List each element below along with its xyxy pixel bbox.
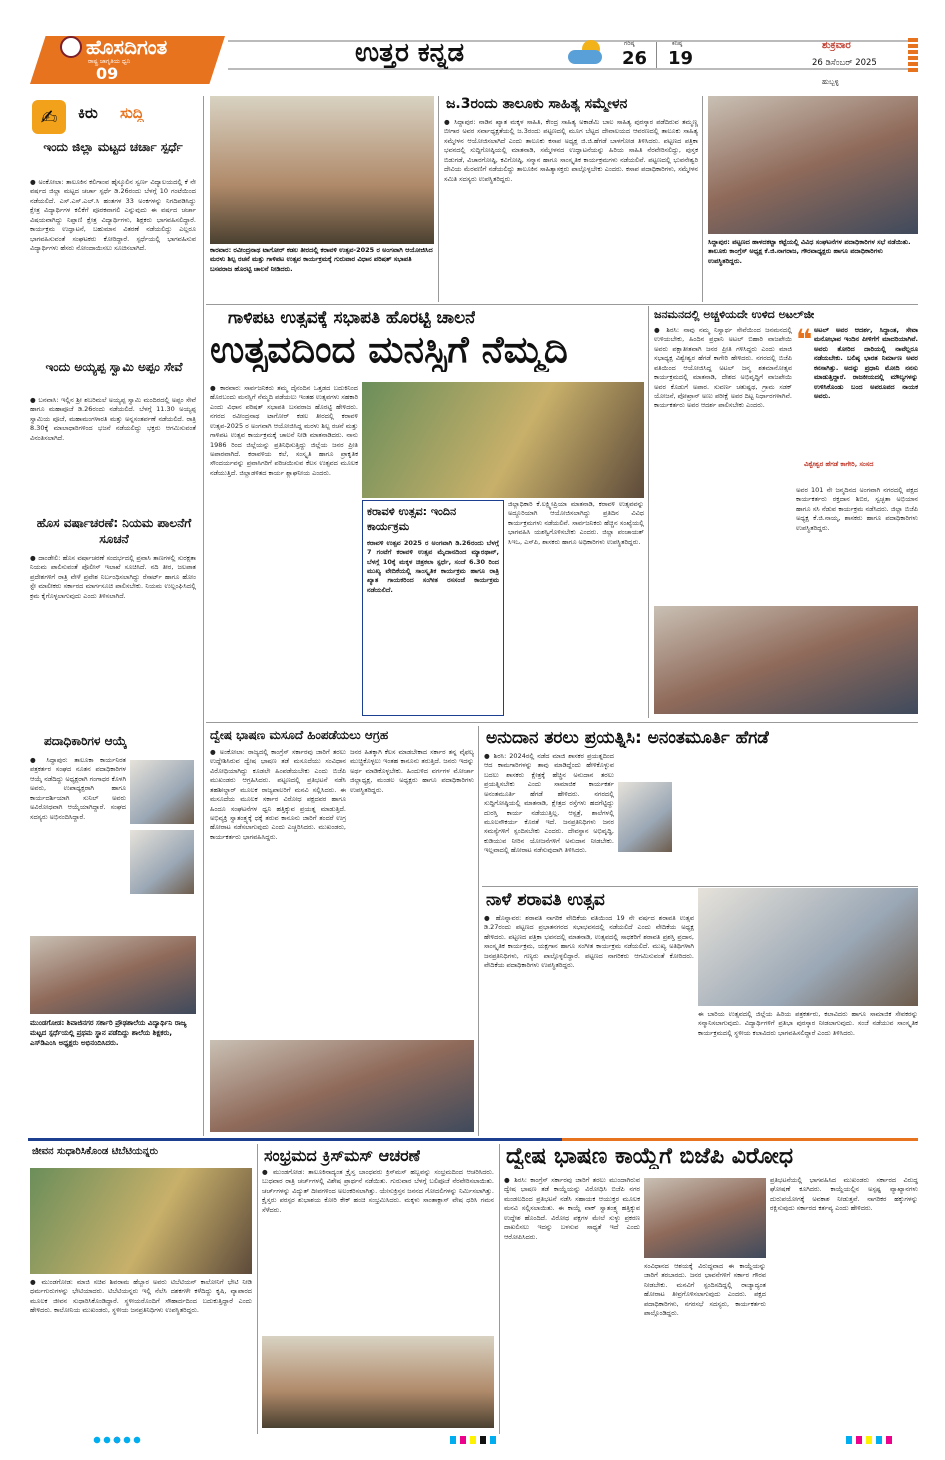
kiru-s2-title: ಇಂದು ಅಯ್ಯಪ್ಪ ಸ್ವಾಮಿ ಅಪ್ಪಂ ಸೇವೆ [45,360,183,374]
atal-body: ● ಶಿರಸಿ: ನಾವು ನಮ್ಮ ನಿಸ್ವಾರ್ಥ ಸೇವೆಯಿಂದ ಜನಮನದಲ್ಲಿ ಉಳಿಯಬೇಕು, ಹಿಂದಿನ ಪ್ರಧಾನಿ ಅಟಲ್ ಬಿಹಾರಿ ವಾಜಪೇಯಿ ಅವರು ಪಕ್ಷಾತೀತವಾಗಿ ಜನರ ಪ್ರೀತಿ ಗಳಿಸಿದ್ದರು ಎಂದು ಮಾಜಿ ಸಭಾಧ್ಯಕ್ಷ ವಿಶ್ವೇಶ್ವರ ಹೆಗಡೆ ಕಾಗೇರಿ ಹೇಳಿದರು. ನಗರದಲ್ಲಿ ಬಿಜೆಪಿ ವತಿಯಿಂದ ಆಯೋಜಿಸಿದ್ದ ಅಟಲ್ ಜನ್ಮ ಶತಮಾನೋತ್ಸವ ಕಾರ್ಯಕ್ರಮದಲ್ಲಿ ಮಾತನಾಡಿ, ದೇಶದ ಅಭಿವೃದ್ಧಿಗೆ ವಾಜಪೇಯಿ ಅವರ ಕೊಡುಗೆ ಅಪಾರ. ಸುವರ್ಣ ಚತುಷ್ಪಥ, ಗ್ರಾಮ ಸಡಕ್ ಯೋಜನೆ, ಪೋಖ್ರಾನ್ ಅಣು ಪರೀಕ್ಷೆ ಅವರ ದಿಟ್ಟ ನಿರ್ಧಾರಗಳಾಗಿವೆ. ಕಾರ್ಯಕರ್ತರು ಅವರ ಆದರ್ಶ ಪಾಲಿಸಬೇಕು ಎಂದರು. [654,326,792,410]
brand-tagline: ರಾಷ್ಟ್ರ ಜಾಗೃತಿಯ ಧ್ವನಿ [88,58,131,65]
temp-min-value: 19 [668,48,694,69]
anantamurthy-photo [618,782,672,852]
section-rule [28,1138,918,1141]
kiru-title-b: ಸುದ್ದಿ [120,104,144,122]
brand-name: ಹೊಸದಿಗಂತ [86,35,168,59]
sharavati-title: ನಾಳೆ ಶರಾವತಿ ಉತ್ಸವ [486,890,605,910]
column-rule-7 [499,1144,500,1434]
registration-marks-left [92,1436,142,1444]
column-rule-4 [648,306,649,718]
issue-city: ಹುಬ್ಬಳ್ಳಿ [822,78,839,86]
tibet-title: ಜೀವನ ಸುಧಾರಿಸಿಕೊಂಡ ಟಿಬೆಟಿಯನ್ನರು [32,1146,159,1157]
column-rule-5 [478,726,479,1136]
registration-marks-mid [450,1436,500,1444]
kiru-s4-body: ● ಸಿದ್ದಾಪುರ: ತಾಲೂಕಾ ಕಾರ್ಯನಿರತ ಪತ್ರಕರ್ತರ ಸಂಘದ ನೂತನ ಪದಾಧಿಕಾರಿಗಳ ಆಯ್ಕೆ ನಡೆದಿದ್ದು ಅಧ್ಯಕ್ಷರಾಗಿ ಗಂಗಾಧರ ಕೊಳಗಿ ಅವರು, ಉಪಾಧ್ಯಕ್ಷರಾಗಿ ಹಾಗೂ ಕಾರ್ಯದರ್ಶಿಯಾಗಿ ಸುನಿಲ್ ಅವರು ಅವಿರೋಧವಾಗಿ ಆಯ್ಕೆಯಾಗಿದ್ದಾರೆ. ಸಂಘದ ಸದಸ್ಯರು ಅಭಿನಂದಿಸಿದ್ದಾರೆ. [30,756,126,821]
logo-emblem-icon [60,36,82,58]
sand-sculpture-photo [210,96,434,244]
temp-max-value: 26 [622,48,648,69]
weather-icon [566,40,610,68]
atal-title: ಜನಮನದಲ್ಲಿ ಅಚ್ಚಳಿಯದೇ ಉಳಿದ ಅಟಲ್‌ಜೀ [654,308,815,321]
xmas-crib-photo [262,1336,494,1428]
registration-marks-right [846,1436,896,1444]
kiru-s3-title: ಹೊಸ ವರ್ಷಾಚರಣೆ: ನಿಯಮ ಪಾಲನೆಗೆ ಸೂಚನೆ [36,516,192,546]
kite-festival-photo [362,382,644,498]
siddapur-meeting-caption: ಸಿದ್ದಾಪುರ: ಪಟ್ಟಣದ ಹಾಳದಕಟ್ಟಾ ಕಟ್ಟೆಯಲ್ಲಿ ವಿವಿಧ ಸಂಘಟನೆಗಳ ಪದಾಧಿಕಾರಿಗಳ ಸಭೆ ನಡೆಯಿತು. ತಾಲೂಕು ಕಾಂಗ್ರೆಸ್ ಅಧ್ಯಕ್ಷ ಕೆ.ಜಿ.ನಾಗರಾಜ, ಗೌರವಾಧ್ಯಕ್ಷರು ಹಾಗೂ ಪದಾಧಿಕಾರಿಗಳು ಉಪಸ್ಥಿತರಿದ್ದರು. [708,238,911,265]
atal-body2: ಅವರ 101 ನೇ ಜನ್ಮದಿನದ ಅಂಗವಾಗಿ ನಗರದಲ್ಲಿ ಪಕ್ಷದ ಕಾರ್ಯಕರ್ತರು ರಕ್ತದಾನ ಶಿಬಿರ, ಸ್ವಚ್ಛತಾ ಅಭಿಯಾನ ಹಾಗೂ ಸಸಿ ನೆಡುವ ಕಾರ್ಯಕ್ರಮ ನಡೆಸಿದರು. ಜಿಲ್ಲಾ ಬಿಜೆಪಿ ಅಧ್ಯಕ್ಷ ಕೆ.ಜಿ.ನಾಯ್ಕ, ಶಾಸಕರು ಹಾಗೂ ಪದಾಧಿಕಾರಿಗಳು ಉಪಸ್ಥಿತರಿದ್ದರು. [796,486,918,532]
anudana-title: ಅನುದಾನ ತರಲು ಪ್ರಯತ್ನಿಸಿ: ಅನಂತಮೂರ್ತಿ ಹೆಗಡೆ [486,728,769,748]
kiru-s2-body: ● ಬನವಾಸಿ: ಇಲ್ಲಿನ ಶ್ರೀ ಶಬರಿಮಲೆ ಅಯ್ಯಪ್ಪ ಸ್ವಾಮಿ ಮಂದಿರದಲ್ಲಿ ಅಪ್ಪಂ ಸೇವೆ ಹಾಗೂ ಮಹಾಪೂಜೆ ಡಿ.26ರಂದು ನಡೆಯಲಿದೆ. ಬೆಳಗ್ಗೆ 11.30 ಅಯ್ಯಪ್ಪ ಸ್ವಾಮಿಯ ಪೂಜೆ, ಮಹಾಮಂಗಳಾರತಿ ಮತ್ತು ಅನ್ನಸಂತರ್ಪಣೆ ನಡೆಯಲಿದೆ. ರಾತ್ರಿ 8.30ಕ್ಕೆ ಮಾಲಾಧಾರಿಗಳಿಂದ ಭಜನೆ ನಡೆಯಲಿದ್ದು ಭಕ್ತರು ಆಗಮಿಸುವಂತೆ ವಿನಂತಿಸಲಾಗಿದೆ. [30,396,196,442]
atal-quote: ಅಟಲ್ ಅವರ ಆದರ್ಶ, ಸಿದ್ಧಾಂತ, ಸೇವಾ ಮನೋಭಾವ ಇಂದಿನ ಪೀಳಿಗೆಗೆ ಮಾದರಿಯಾಗಿವೆ. ಅವರು ತೋರಿದ ದಾರಿಯಲ್ಲಿ ನಾವೆಲ್ಲರೂ ನಡೆಯಬೇಕು. ಬಲಿಷ್ಠ ಭಾರತ ನಿರ್ಮಾಣ ಅವರ ಕನಸಾಗಿತ್ತು. ಅದನ್ನು ಪ್ರಧಾನಿ ಮೋದಿ ನನಸು ಮಾಡುತ್ತಿದ್ದಾರೆ. ರಾಜಕೀಯದಲ್ಲಿ ಮೌಲ್ಯಗಳನ್ನು ಉಳಿಸಿಕೊಂಡು ಬಂದ ಅಪರೂಪದ ನಾಯಕ ಅವರು. [814,326,918,400]
column-rule-2 [438,96,439,302]
atal-event-photo [654,606,918,714]
bjp-title: ದ್ವೇಷ ಭಾಷಣ ಕಾಯ್ದೆಗೆ ಬಿಜೆಪಿ ವಿರೋಧ [506,1144,794,1169]
sammelana-body: ● ಸಿದ್ದಾಪುರ: ನಾಡಿನ ಖ್ಯಾತ ಮಕ್ಕಳ ಸಾಹಿತಿ, ಕೇಂದ್ರ ಸಾಹಿತ್ಯ ಅಕಾಡೆಮಿ ಬಾಲ ಸಾಹಿತ್ಯ ಪುರಸ್ಕಾರ ಪಡೆದಿರುವ ತಮ್ಮಣ್ಣ ಬೀಗಾರ ಅವರ ಸರ್ವಾಧ್ಯಕ್ಷತೆಯಲ್ಲಿ ಜ.3ರಂದು ಪಟ್ಟಣದಲ್ಲಿ ಮೂಗ ಬೆಟ್ಟದ ದೇವಾಲಯದ ಆವರಣದಲ್ಲಿ ತಾಲೂಕು ಸಾಹಿತ್ಯ ಸಮ್ಮೇಳನ ಆಯೋಜಿಸಲಾಗಿದೆ ಎಂದು ತಾಲೂಕು ಕಸಾಪ ಅಧ್ಯಕ್ಷ ಜಿ.ಜಿ.ಹೆಗಡೆ ಬಾಳಗೋಡ ತಿಳಿಸಿದರು. ಪಟ್ಟಣದ ಪತ್ರಿಕಾ ಭವನದಲ್ಲಿ ಸುದ್ದಿಗೋಷ್ಠಿಯಲ್ಲಿ ಮಾತನಾಡಿ, ಸಮ್ಮೇಳನದ ಉದ್ಘಾಟನೆಯನ್ನು ಹಿರಿಯ ಸಾಹಿತಿ ನೆರವೇರಿಸಲಿದ್ದು, ಪುಸ್ತಕ ಬಿಡುಗಡೆ, ವಿಚಾರಗೋಷ್ಠಿ, ಕವಿಗೋಷ್ಠಿ, ಸನ್ಮಾನ ಹಾಗೂ ಸಾಂಸ್ಕೃತಿಕ ಕಾರ್ಯಕ್ರಮಗಳು ನಡೆಯಲಿವೆ. ಪಟ್ಟಣದಲ್ಲಿ ಭುವನೇಶ್ವರಿ ದೇವಿಯ ಮೆರವಣಿಗೆ ನಡೆಯಲಿದ್ದು ತಾಲೂಕಿನ ಸಾಹಿತ್ಯಾಸಕ್ತರು ಪಾಲ್ಗೊಳ್ಳಬೇಕು ಎಂದರು. ಕಸಾಪ ಪದಾಧಿಕಾರಿಗಳು, ಸಮ್ಮೇಳನ ಸಮಿತಿ ಸದಸ್ಯರು ಉಪಸ್ಥಿತರಿದ್ದರು. [444,118,698,183]
section-title: ಉತ್ತರ ಕನ್ನಡ [355,38,465,68]
page-number: 09 [96,64,119,83]
kiru-header [28,98,198,136]
program-box-title: ಕರಾವಳಿ ಉತ್ಸವ: ಇಂದಿನ ಕಾರ್ಯಕ್ರಮ [367,505,457,533]
kiru-s5-caption: ಮುಂಡಗೋಡ: ಶಿವಾಜಿನಗರ ಸರ್ಕಾರಿ ಪ್ರೌಢಶಾಲೆಯ ವಿದ್ಯಾರ್ಥಿನಿ ರಾಜ್ಯ ಮಟ್ಟದ ಸ್ಪರ್ಧೆಯಲ್ಲಿ ಪ್ರಥಮ ಸ್ಥಾನ ಪಡೆದಿದ್ದು ಶಾಲೆಯ ಶಿಕ್ಷಕರು, ಎಸ್‌ಡಿಎಂಸಿ ಅಧ್ಯಕ್ಷರು ಅಭಿನಂದಿಸಿದರು. [30,1019,187,1048]
column-rule-3 [702,96,703,302]
bjp-body2: ಸಂವಿಧಾನದ ಆಶಯಕ್ಕೆ ವಿರುದ್ಧವಾದ ಈ ಕಾಯ್ದೆಯನ್ನು ಜಾರಿಗೆ ತರಬಾರದು. ಜನರ ಭಾವನೆಗಳಿಗೆ ಸರ್ಕಾರ ಗೌರವ ನೀಡಬೇಕು. ಮನವಿಗೆ ಸ್ಪಂದಿಸದಿದ್ದಲ್ಲಿ ರಾಜ್ಯಾದ್ಯಂತ ಹೋರಾಟ ತೀವ್ರಗೊಳಿಸಲಾಗುವುದು ಎಂದರು. ಪಕ್ಷದ ಪದಾಧಿಕಾರಿಗಳು, ನಗರಸಭೆ ಸದಸ್ಯರು, ಕಾರ್ಯಕರ್ತರು ಪಾಲ್ಗೊಂಡಿದ್ದರು. [644,1262,766,1318]
kiru-s3-body: ● ದಾಂಡೇಲಿ: ಹೊಸ ವರ್ಷಾಚರಣೆ ಸಂದರ್ಭದಲ್ಲಿ ಪ್ರವಾಸಿ ತಾಣಗಳಲ್ಲಿ ಸುರಕ್ಷತಾ ನಿಯಮ ಪಾಲಿಸುವಂತೆ ಪೊಲೀಸ್ ಇಲಾಖೆ ಸೂಚಿಸಿದೆ. ನದಿ ತೀರ, ಜಲಪಾತ ಪ್ರದೇಶಗಳಿಗೆ ರಾತ್ರಿ ವೇಳೆ ಪ್ರವೇಶ ನಿರ್ಬಂಧಿಸಲಾಗಿದ್ದು ರೆಸಾರ್ಟ್ ಹಾಗೂ ಹೋಂ ಸ್ಟೇ ಮಾಲೀಕರು ಸರ್ಕಾರದ ಮಾರ್ಗಸೂಚಿ ಪಾಲಿಸಬೇಕು. ನಿಯಮ ಉಲ್ಲಂಘಿಸಿದಲ್ಲಿ ಕ್ರಮ ಕೈಗೊಳ್ಳಲಾಗುವುದು ಎಂದು ತಿಳಿಸಲಾಗಿದೆ. [30,554,196,600]
sammelana-title: ಜ.3ರಂದು ತಾಲೂಕು ಸಾಹಿತ್ಯ ಸಮ್ಮೇಳನ [446,96,628,112]
xmas-body: ● ಮುಂಡಗೋಡ: ತಾಲೂಕಿನಾದ್ಯಂತ ಕ್ರೈಸ್ತ ಬಾಂಧವರು ಕ್ರಿಸ್‌ಮಸ್ ಹಬ್ಬವನ್ನು ಸಂಭ್ರಮದಿಂದ ಆಚರಿಸಿದರು. ಬುಧವಾರ ರಾತ್ರಿ ಚರ್ಚ್‌ಗಳಲ್ಲಿ ವಿಶೇಷ ಪ್ರಾರ್ಥನೆ ನಡೆಯಿತು. ಗುರುವಾರ ಬೆಳಗ್ಗೆ ಬಲಿಪೂಜೆ ನೆರವೇರಿಸಲಾಯಿತು. ಚರ್ಚ್‌ಗಳನ್ನು ವಿದ್ಯುತ್ ದೀಪಗಳಿಂದ ಅಲಂಕರಿಸಲಾಗಿತ್ತು. ಯೇಸುಕ್ರಿಸ್ತನ ಜನನದ ಗೋದಲಿಗಳನ್ನು ನಿರ್ಮಿಸಲಾಗಿತ್ತು. ಕ್ರೈಸ್ತರು ಪರಸ್ಪರ ಶುಭಾಶಯ ಕೋರಿ ಕೇಕ್ ಹಂಚಿ ಸಂಭ್ರಮಿಸಿದರು. ಮಕ್ಕಳು ಸಾಂತಾಕ್ಲಾಸ್ ವೇಷ ಧರಿಸಿ ಗಮನ ಸೆಳೆದರು. [262,1168,494,1214]
sand-sculpture-caption: ಕಾರವಾರ: ರವೀಂದ್ರನಾಥ ಟಾಗೋರ್ ಕಡಲ ತೀರದಲ್ಲಿ ಕರಾವಳಿ ಉತ್ಸವ-2025 ರ ಅಂಗವಾಗಿ ಆಯೋಜಿಸಿದ ಮರಳು ಶಿಲ್ಪ ರಚನೆ ಮತ್ತು ಗಾಳಿಪಟ ಉತ್ಸವ ಕಾರ್ಯಕ್ರಮಕ್ಕೆ ಗುರುವಾರ ವಿಧಾನ ಪರಿಷತ್ ಸಭಾಪತಿ ಬಸವರಾಜ ಹೊರಟ್ಟಿ ಚಾಲನೆ ನೀಡಿದರು. [210,246,433,273]
quote-box [796,323,918,482]
masthead-stripe [908,38,918,72]
temp-min-label: ಕನಿಷ್ಠ [672,40,683,47]
sharavati-body2: ಈ ಬಾರಿಯ ಉತ್ಸವದಲ್ಲಿ ಜಿಲ್ಲೆಯ ಹಿರಿಯ ಪತ್ರಕರ್ತರು, ಕಲಾವಿದರು ಹಾಗೂ ಸಾಮಾಜಿಕ ಸೇವಕರನ್ನು ಸನ್ಮಾನಿಸಲಾಗುವುದು. ವಿದ್ಯಾರ್ಥಿಗಳಿಗೆ ಪ್ರತಿಭಾ ಪುರಸ್ಕಾರ ನೀಡಲಾಗುವುದು. ಸಂಜೆ ನಡೆಯುವ ಸಾಂಸ್ಕೃತಿಕ ಕಾರ್ಯಕ್ರಮದಲ್ಲಿ ಸ್ಥಳೀಯ ಕಲಾವಿದರು ಭಾಗವಹಿಸಲಿದ್ದಾರೆ ಎಂದು ತಿಳಿಸಿದರು. [698,1010,918,1037]
kiru-s4-title: ಪದಾಧಿಕಾರಿಗಳ ಆಯ್ಕೆ [44,734,127,748]
row-rule-1 [206,304,918,305]
atal-quote-by: ವಿಶ್ವೇಶ್ವರ ಹೆಗಡೆ ಕಾಗೇರಿ, ಸಂಸದ [804,460,874,468]
main-body-c: ಜಿಲ್ಲಾಧಿಕಾರಿ ಕೆ.ಲಕ್ಷ್ಮೀಪ್ರಿಯಾ ಮಾತನಾಡಿ, ಕರಾವಳಿ ಉತ್ಸವವನ್ನು ಅದ್ದೂರಿಯಾಗಿ ಆಯೋಜಿಸಲಾಗಿದ್ದು ಪ್ರತಿದಿನ ವಿವಿಧ ಕಾರ್ಯಕ್ರಮಗಳು ನಡೆಯಲಿವೆ. ಸಾರ್ವಜನಿಕರು ಹೆಚ್ಚಿನ ಸಂಖ್ಯೆಯಲ್ಲಿ ಭಾಗವಹಿಸಿ ಯಶಸ್ವಿಗೊಳಿಸಬೇಕು ಎಂದರು. ಜಿಲ್ಲಾ ಪಂಚಾಯತ್ ಸಿಇಒ, ಎಸ್‌ಪಿ, ಶಾಸಕರು ಹಾಗೂ ಅಧಿಕಾರಿಗಳು ಉಪಸ್ಥಿತರಿದ್ದರು. [508,500,644,546]
kiru-title-a: ಕಿರು [78,104,98,122]
issue-date: 26 ಡಿಸೆಂಬರ್ 2025 [812,58,877,68]
row-rule-2 [206,722,918,723]
sharavati-press-photo [698,888,918,1006]
masthead [0,0,945,92]
bjp-protest-photo [644,1178,766,1258]
kiru-s1-body: ● ಅಂಕೋಲಾ: ತಾಲೂಕಿನ ಕಲಿಗಾಂವ ಹೈಸ್ಕೂಲಿನ ಸ್ವರ್ಣ ವಿದ್ಯಾಲಯದಲ್ಲಿ ಕೆ ನೇ ವರ್ಷದ ಜಿಲ್ಲಾ ಮಟ್ಟದ ಚರ್ಚಾ ಸ್ಪರ್ಧೆ ಡಿ.26ರಂದು ಬೆಳಗ್ಗೆ 10 ಗಂಟೆಯಿಂದ ನಡೆಯಲಿದೆ. ಎಸ್.ಎಸ್.ಎಲ್.ಸಿ ಹಂತಗಳ 33 ಅಂಕಗಳನ್ನು ನಿಗದಿಪಡಿಸಿದ್ದು ಕ್ಷೇತ್ರ ವಿದ್ಯಾರ್ಥಿಗಳ ಕಲಿಕೆಗೆ ಪೂರಕವಾಗಲಿ ಎನ್ನುವುದು ಈ ವರ್ಷದ ಚರ್ಚಾ ವಿಷಯವಾಗಿದ್ದು ನಿಪ್ಪಾಣಿ ಕ್ಷೇತ್ರ ವಿದ್ಯಾರ್ಥಿಗಳು, ಶಿಕ್ಷಕರು ಭಾಗವಹಿಸಲಿದ್ದಾರೆ. ಕಾರ್ಯಕ್ರಮ ಉದ್ಘಾಟನೆ, ಬಹುಮಾನ ವಿತರಣೆ ನಡೆಯಲಿದ್ದು ಎಲ್ಲರೂ ಭಾಗವಹಿಸುವಂತೆ ಸಂಘಟಕರು ಕೋರಿದ್ದಾರೆ. ಸ್ಪರ್ಧೆಯಲ್ಲಿ ಭಾಗವಹಿಸುವ ವಿದ್ಯಾರ್ಥಿಗಳು ಹೆಸರು ನೋಂದಾಯಿಸಲು ಸೂಚಿಸಲಾಗಿದೆ. [30,178,196,252]
row-rule-3 [482,886,918,887]
program-box-body: ಕರಾವಳಿ ಉತ್ಸವ 2025 ರ ಅಂಗವಾಗಿ ಡಿ.26ರಂದು ಬೆಳಗ್ಗೆ 7 ಗಂಟೆಗೆ ಕರಾವಳಿ ಉತ್ಸವ ಮೈದಾನದಿಂದ ಮ್ಯಾರಥಾನ್, ಬೆಳಗ್ಗೆ 10ಕ್ಕೆ ಮಕ್ಕಳ ಚಿತ್ರಕಲಾ ಸ್ಪರ್ಧೆ, ಸಂಜೆ 6.30 ರಿಂದ ಮುಖ್ಯ ವೇದಿಕೆಯಲ್ಲಿ ಸಾಂಸ್ಕೃತಿಕ ಕಾರ್ಯಕ್ರಮ ಹಾಗೂ ರಾತ್ರಿ ಖ್ಯಾತ ಗಾಯಕರಿಂದ ಸಂಗೀತ ರಸಸಂಜೆ ಕಾರ್ಯಕ್ರಮ ನಡೆಯಲಿದೆ. [367,538,499,594]
column-rule-1 [203,96,204,1136]
student-photo [30,936,196,1014]
temp-divider [656,42,657,68]
temp-max-label: ಗರಿಷ್ಠ [624,40,635,47]
anudana-body: ● ಶಿರಸಿ: 2024ರಲ್ಲಿ ನಡೆದ ಮಾಜಿ ಶಾಸಕರ ಪ್ರಯತ್ನದಿಂದ ಆದ ಕಾಮಗಾರಿಗಳನ್ನು ತಾವು ಮಾಡಿದ್ದೆಂದು ಹೇಳಿಕೊಳ್ಳುವ ಬದಲು ಶಾಸಕರು ಕ್ಷೇತ್ರಕ್ಕೆ ಹೆಚ್ಚಿನ ಅನುದಾನ ತರಲು ಪ್ರಯತ್ನಿಸಬೇಕು ಎಂದು ಸಾಮಾಜಿಕ ಕಾರ್ಯಕರ್ತ ಅನಂತಮೂರ್ತಿ ಹೆಗಡೆ ಹೇಳಿದರು. ನಗರದಲ್ಲಿ ಸುದ್ದಿಗೋಷ್ಠಿಯಲ್ಲಿ ಮಾತನಾಡಿ, ಕ್ಷೇತ್ರದ ರಸ್ತೆಗಳು ಹದಗೆಟ್ಟಿದ್ದು ದುರಸ್ತಿ ಕಾರ್ಯ ನಡೆಯುತ್ತಿಲ್ಲ. ಆಸ್ಪತ್ರೆ, ಶಾಲೆಗಳಲ್ಲಿ ಮೂಲಸೌಕರ್ಯ ಕೊರತೆ ಇದೆ. ಜನಪ್ರತಿನಿಧಿಗಳು ಜನರ ಸಮಸ್ಯೆಗಳಿಗೆ ಸ್ಪಂದಿಸಬೇಕು ಎಂದರು. ದೇವಸ್ಥಾನ ಅಭಿವೃದ್ಧಿ, ಕುಡಿಯುವ ನೀರಿನ ಯೋಜನೆಗಳಿಗೆ ಅನುದಾನ ನೀಡಬೇಕು. ಇಲ್ಲವಾದಲ್ಲಿ ಹೋರಾಟ ನಡೆಸುವುದಾಗಿ ತಿಳಿಸಿದರು. [484,752,614,855]
dwesha-body2: ಜನರ ಹಿತಕ್ಕಾಗಿ ಕೆಲಸ ಮಾಡಬೇಕಾದ ಸರ್ಕಾರ ತನ್ನ ವೈಫಲ್ಯ ಮುಚ್ಚಿಕೊಳ್ಳಲು ಇಂತಹ ಕಾನೂನು ತರುತ್ತಿದೆ. ಜನರು ಇದನ್ನು ಅರ್ಥ ಮಾಡಿಕೊಳ್ಳಬೇಕು. ಹಿಂದುಳಿದ ವರ್ಗಗಳ ಮೋರ್ಚಾ ಜಿಲ್ಲಾಧ್ಯಕ್ಷ, ಮಂಡಲ ಅಧ್ಯಕ್ಷರು ಹಾಗೂ ಪದಾಧಿಕಾರಿಗಳು ಉಪಸ್ಥಿತರಿದ್ದರು. [350,748,474,794]
main-headline: ಉತ್ಸವದಿಂದ ಮನಸ್ಸಿಗೆ ನೆಮ್ಮದಿ [210,328,568,371]
dwesha-title: ದ್ವೇಷ ಭಾಷಣ ಮಸೂದೆ ಹಿಂಪಡೆಯಲು ಆಗ್ರಹ [210,728,389,742]
kiru-s1-title: ಇಂದು ಜಿಲ್ಲಾ ಮಟ್ಟದ ಚರ್ಚಾ ಸ್ಪರ್ಧೆ [43,140,183,154]
siddapur-meeting-photo [708,96,918,234]
issue-day: ಶುಕ್ರವಾರ [822,40,851,51]
column-rule-6 [257,1144,258,1434]
dwesha-body: ● ಅಂಕೋಲಾ: ರಾಜ್ಯದಲ್ಲಿ ಕಾಂಗ್ರೆಸ್ ಸರ್ಕಾರವು ಜಾರಿಗೆ ತರಲು ಉದ್ದೇಶಿಸಿರುವ ದ್ವೇಷ ಭಾಷಣ ತಡೆ ಮಸೂದೆಯು ಸಂವಿಧಾನ ವಿರೋಧಿಯಾಗಿದ್ದು ಕೂಡಲೇ ಹಿಂಪಡೆಯಬೇಕು ಎಂದು ಬಿಜೆಪಿ ಮುಖಂಡರು ಆಗ್ರಹಿಸಿದರು. ಪಟ್ಟಣದಲ್ಲಿ ಪ್ರತಿಭಟನೆ ನಡೆಸಿ ತಹಶೀಲ್ದಾರ್ ಮೂಲಕ ರಾಜ್ಯಪಾಲರಿಗೆ ಮನವಿ ಸಲ್ಲಿಸಿದರು. ಈ ಮಸೂದೆಯ ಮೂಲಕ ಸರ್ಕಾರ ವಿರೋಧ ಪಕ್ಷದವರ ಹಾಗೂ ಹಿಂದೂ ಸಂಘಟನೆಗಳ ಧ್ವನಿ ಹತ್ತಿಕ್ಕುವ ಪ್ರಯತ್ನ ಮಾಡುತ್ತಿದೆ. ಅಭಿವ್ಯಕ್ತಿ ಸ್ವಾತಂತ್ರ್ಯಕ್ಕೆ ಧಕ್ಕೆ ತರುವ ಕಾನೂನು ಜಾರಿಗೆ ತಂದರೆ ಉಗ್ರ ಹೋರಾಟ ನಡೆಸಲಾಗುವುದು ಎಂದು ಎಚ್ಚರಿಸಿದರು. ಮುಖಂಡರು, ಕಾರ್ಯಕರ್ತರು ಭಾಗವಹಿಸಿದ್ದರು. [210,748,346,841]
program-box [362,500,504,716]
tibet-photo [30,1168,252,1274]
quote-mark-icon: ❝ [796,323,813,356]
main-kicker: ಗಾಳಿಪಟ ಉತ್ಸವಕ್ಕೆ ಸಭಾಪತಿ ಹೊರಟ್ಟಿ ಚಾಲನೆ [228,308,476,328]
portrait-photo-2 [130,830,194,894]
bjp-body: ● ಶಿರಸಿ: ಕಾಂಗ್ರೆಸ್ ಸರ್ಕಾರವು ಜಾರಿಗೆ ತರಲು ಮುಂದಾಗಿರುವ ದ್ವೇಷ ಭಾಷಣ ತಡೆ ಕಾಯ್ದೆಯನ್ನು ವಿರೋಧಿಸಿ ಬಿಜೆಪಿ ನಗರ ಮಂಡಲದಿಂದ ಪ್ರತಿಭಟನೆ ನಡೆಸಿ ಸಹಾಯಕ ಆಯುಕ್ತರ ಮೂಲಕ ಮನವಿ ಸಲ್ಲಿಸಲಾಯಿತು. ಈ ಕಾಯ್ದೆ ವಾಕ್ ಸ್ವಾತಂತ್ರ್ಯ ಹತ್ತಿಕ್ಕುವ ಉದ್ದೇಶ ಹೊಂದಿದೆ. ವಿರೋಧ ಪಕ್ಷಗಳ ಮೇಲೆ ಸುಳ್ಳು ಪ್ರಕರಣ ದಾಖಲಿಸಲು ಇದನ್ನು ಬಳಸುವ ಸಾಧ್ಯತೆ ಇದೆ ಎಂದು ಆರೋಪಿಸಿದರು. [504,1176,640,1241]
bjp-body3: ಪ್ರತಿಭಟನೆಯಲ್ಲಿ ಭಾಗವಹಿಸಿದ ಮುಖಂಡರು ಸರ್ಕಾರದ ವಿರುದ್ಧ ಘೋಷಣೆ ಕೂಗಿದರು. ಕಾಯ್ದೆಯಲ್ಲಿನ ಅಸ್ಪಷ್ಟ ವ್ಯಾಖ್ಯಾನಗಳು ದುರುಪಯೋಗಕ್ಕೆ ಅವಕಾಶ ನೀಡುತ್ತವೆ. ನಾಗರಿಕರ ಹಕ್ಕುಗಳನ್ನು ರಕ್ಷಿಸುವುದು ಸರ್ಕಾರದ ಕರ್ತವ್ಯ ಎಂದು ಹೇಳಿದರು. [770,1176,918,1213]
tibet-body: ● ಮುಂಡಗೋಡ: ಮಾಜಿ ಸಚಿವ ಶಿವರಾಮ ಹೆಬ್ಬಾರ ಅವರು ಟಿಬೆಟಿಯನ್ ಕಾಲೋನಿಗೆ ಭೇಟಿ ನೀಡಿ ಧರ್ಮಗುರುಗಳನ್ನು ಭೇಟಿಯಾದರು. ಟಿಬೆಟಿಯನ್ನರು ಇಲ್ಲಿ ನೆಲೆಸಿ ದಶಕಗಳೇ ಕಳೆದಿದ್ದು ಕೃಷಿ, ವ್ಯಾಪಾರದ ಮೂಲಕ ಜೀವನ ಸುಧಾರಿಸಿಕೊಂಡಿದ್ದಾರೆ. ಸ್ಥಳೀಯರೊಂದಿಗೆ ಸೌಹಾರ್ದದಿಂದ ಬದುಕುತ್ತಿದ್ದಾರೆ ಎಂದು ಹೇಳಿದರು. ಕಾಲೋನಿಯ ಮುಖಂಡರು, ಸ್ಥಳೀಯ ಜನಪ್ರತಿನಿಧಿಗಳು ಉಪಸ್ಥಿತರಿದ್ದರು. [30,1278,252,1315]
main-body-a: ● ಕಾರವಾರ: ಸಾರ್ವಜನಿಕರು ತಮ್ಮ ದೈನಂದಿನ ಒತ್ತಡದ ಬದುಕಿನಿಂದ ಹೊರಬಂದು ಮನಸ್ಸಿಗೆ ನೆಮ್ಮದಿ ಪಡೆಯಲು ಇಂತಹ ಉತ್ಸವಗಳು ಸಹಕಾರಿ ಎಂದು ವಿಧಾನ ಪರಿಷತ್ ಸಭಾಪತಿ ಬಸವರಾಜ ಹೊರಟ್ಟಿ ಹೇಳಿದರು. ನಗರದ ರವೀಂದ್ರನಾಥ ಟಾಗೋರ್ ಕಡಲ ತೀರದಲ್ಲಿ ಕರಾವಳಿ ಉತ್ಸವ-2025 ರ ಅಂಗವಾಗಿ ಆಯೋಜಿಸಿದ್ದ ಮರಳು ಶಿಲ್ಪ ರಚನೆ ಮತ್ತು ಗಾಳಿಪಟ ಉತ್ಸವ ಕಾರ್ಯಕ್ರಮಕ್ಕೆ ಚಾಲನೆ ನೀಡಿ ಮಾತನಾಡಿದರು. ನಾನು 1986 ರಿಂದ ಜಿಲ್ಲೆಯನ್ನು ಪ್ರತಿನಿಧಿಸುತ್ತಿದ್ದು ಜಿಲ್ಲೆಯ ಜನರ ಪ್ರೀತಿ ಅಪಾರವಾಗಿದೆ. ಕರಾವಳಿಯ ಕಲೆ, ಸಂಸ್ಕೃತಿ ಹಾಗೂ ಪ್ರಾಕೃತಿಕ ಸೌಂದರ್ಯವನ್ನು ಪ್ರವಾಸಿಗರಿಗೆ ಪರಿಚಯಿಸುವ ಕೆಲಸ ಉತ್ಸವದ ಮೂಲಕ ನಡೆಯುತ್ತಿದೆ. ಜಿಲ್ಲಾಡಳಿತದ ಕಾರ್ಯ ಶ್ಲಾಘನೀಯ ಎಂದರು. [210,384,358,477]
sharavati-body: ● ಹೊನ್ನಾವರ: ಶರಾವತಿ ನಾಗರಿಕ ವೇದಿಕೆಯ ವತಿಯಿಂದ 19 ನೇ ವರ್ಷದ ಶರಾವತಿ ಉತ್ಸವ ಡಿ.27ರಂದು ಪಟ್ಟಣದ ಪ್ರಭಾತನಗರದ ಸಭಾಭವನದಲ್ಲಿ ನಡೆಯಲಿದೆ ಎಂದು ವೇದಿಕೆಯ ಅಧ್ಯಕ್ಷ ಹೇಳಿದರು. ಪಟ್ಟಣದ ಪತ್ರಿಕಾ ಭವನದಲ್ಲಿ ಮಾತನಾಡಿ, ಉತ್ಸವದಲ್ಲಿ ಸಾಧಕರಿಗೆ ಶರಾವತಿ ಪ್ರಶಸ್ತಿ ಪ್ರದಾನ, ಸಾಂಸ್ಕೃತಿಕ ಕಾರ್ಯಕ್ರಮ, ಯಕ್ಷಗಾನ ಹಾಗೂ ಸಂಗೀತ ಕಾರ್ಯಕ್ರಮ ನಡೆಯಲಿದೆ. ಮುಖ್ಯ ಅತಿಥಿಗಳಾಗಿ ಜನಪ್ರತಿನಿಧಿಗಳು, ಗಣ್ಯರು ಪಾಲ್ಗೊಳ್ಳಲಿದ್ದಾರೆ. ಪಟ್ಟಣದ ನಾಗರಿಕರು ಆಗಮಿಸುವಂತೆ ಕೋರಿದರು. ವೇದಿಕೆಯ ಪದಾಧಿಕಾರಿಗಳು ಉಪಸ್ಥಿತರಿದ್ದರು. [484,914,694,970]
dwesha-protest-photo [210,1040,474,1132]
hand-icon: ✍ [32,100,66,134]
portrait-photo-1 [130,760,194,824]
xmas-title: ಸಂಭ್ರಮದ ಕ್ರಿಸ್‌ಮಸ್ ಆಚರಣೆ [264,1146,421,1165]
